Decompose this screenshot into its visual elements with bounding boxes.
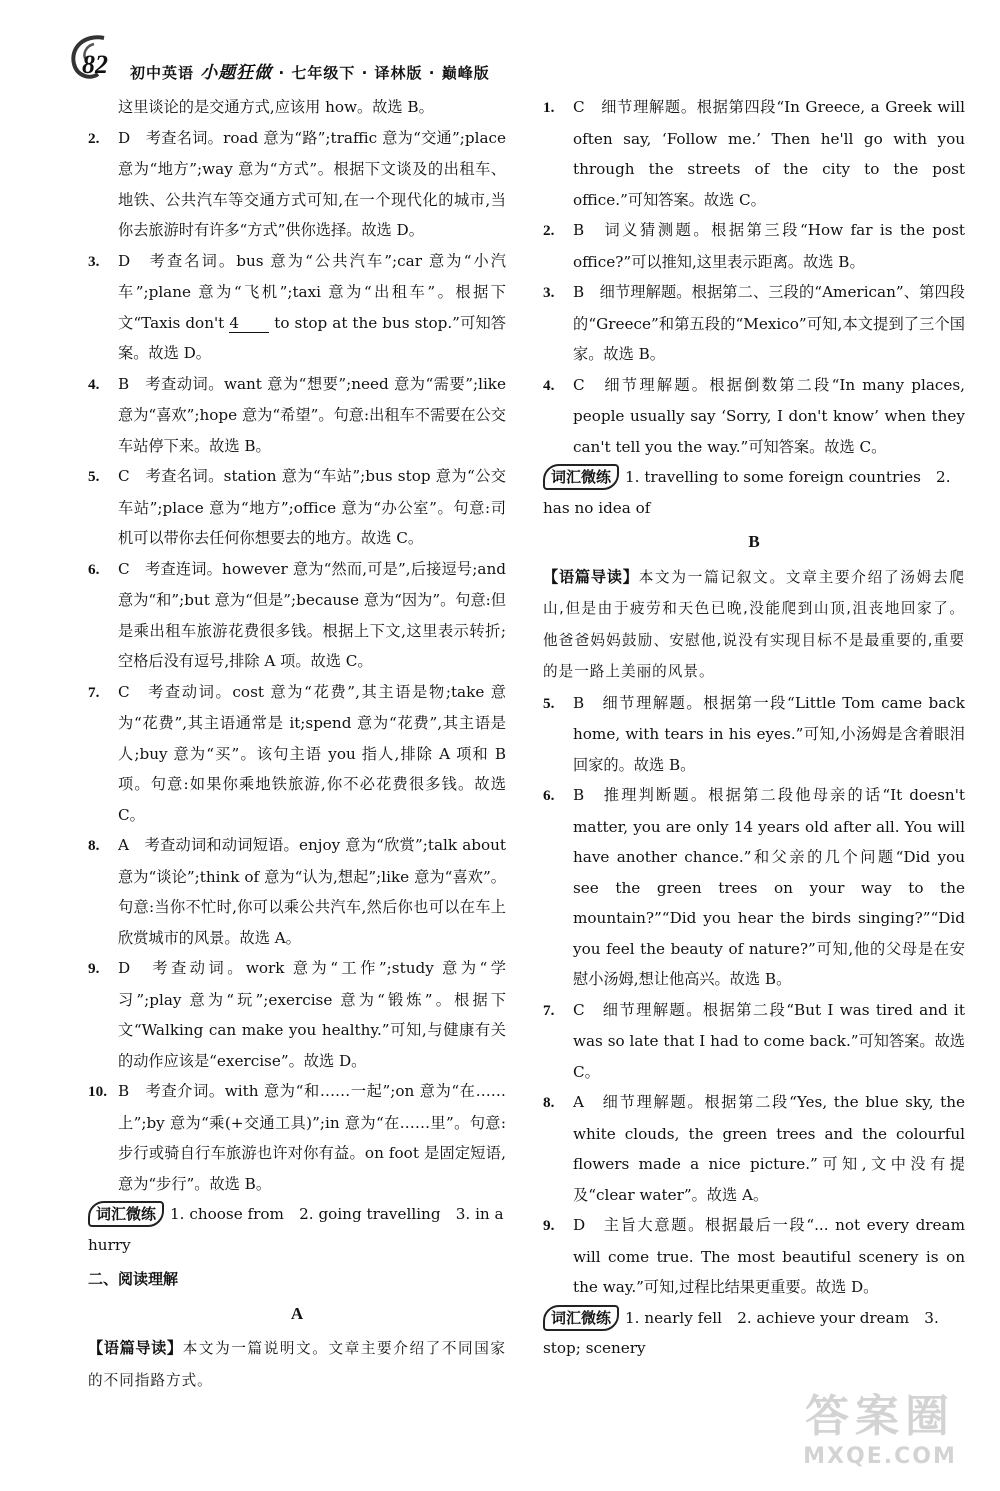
page-number: 82	[82, 50, 108, 79]
answer-item: 5. B 细节理解题。根据第一段“Little Tom came back home, with tears in his eyes.”可知,小汤姆是含着眼泪回家的。故选 B。	[543, 693, 965, 774]
watermark-bottom: MXQE.COM	[803, 1444, 957, 1469]
answer-item: 5. C 考查名词。station 意为“车站”;bus stop 意为“公交车站”;place 意为“地方”;office 意为“办公室”。句意:司机可以带你去任何你想要去的地方。故选 C。	[88, 467, 506, 547]
answer-item: 7. C 考查动词。cost 意为“花费”,其主语是物;take 意为“花费”,其主语通常是 it;spend 意为“花费”,其主语是人;buy 意为“买”。该句主语 you 指人,排除 A 项和 B 项。句意:如果你乘地铁旅游,你不必花费很多钱。故选 C。	[88, 682, 506, 824]
vocab-badge: 词汇微练	[543, 1305, 619, 1331]
answer-item: 4. C 细节理解题。根据倒数第二段“In many places, people usually say ‘Sorry, I don't know’ when they can't tell you the way.”可知答案。故选 C。	[543, 375, 965, 456]
passage-title: B	[748, 532, 760, 551]
answer-item: 3. B 细节理解题。根据第二、三段的“American”、第四段的“Greece”和第五段的“Mexico”可知,本文提到了三个国家。故选 B。	[543, 283, 965, 363]
answer-item: 7. C 细节理解题。根据第二段“But I was tired and it was so late that I had to come back.”可知答案。故选 C。	[543, 1000, 965, 1081]
vocab-badge: 词汇微练	[88, 1201, 164, 1227]
header-meta: · 七年级下 · 译林版 · 巅峰版	[278, 64, 490, 82]
watermark	[780, 1390, 980, 1485]
answer-item: 9. D 主旨大意题。根据最后一段“... not every dream will come true. The most beautiful scenery is on the way.”可知,过程比结果更重要。故选 D。	[543, 1216, 965, 1296]
answer-item: 6. B 推理判断题。根据第二段他母亲的话“It doesn't matter, you are only 14 years old after all. You will have another chance.”和父亲的几个问题“Did you see the green trees on your way to the mountain?”“Did you hear the birds singing?”“Did you feel the beauty of nature?”可知,他的父母是在安慰小汤姆,想让他高兴。故选 B。	[543, 786, 965, 988]
left-column	[88, 92, 506, 1396]
vocab-practice: 词汇微练 1. travelling to some foreign countries 2. has no idea of	[543, 462, 965, 523]
passage-lead: 【语篇导读】本文为一篇记叙文。文章主要介绍了汤姆去爬山,但是由于疲劳和天色已晚,没能爬到山顶,沮丧地回家了。他爸爸妈妈鼓励、安慰他,说没有实现目标不是最重要的,重要的是一路上美丽的风景。	[543, 567, 965, 680]
header-subject: 初中英语	[130, 64, 195, 82]
passage-lead: 【语篇导读】本文为一篇说明文。文章主要介绍了不同国家的不同指路方式。	[88, 1339, 506, 1389]
right-column	[543, 92, 965, 1364]
answer-item: 4. B 考查动词。want 意为“想要”;need 意为“需要”;like 意为“喜欢”;hope 意为“希望”。句意:出租车不需要在公交车站停下来。故选 B。	[88, 374, 506, 455]
running-header	[130, 58, 490, 83]
answer-item: 6. C 考查连词。however 意为“然而,可是”,后接逗号;and 意为“和”;but 意为“但是”;because 意为“因为”。句意:但是乘出租车旅游花费很多钱。根据上下文,这里表示转折;空格后没有逗号,排除 A 项。故选 C。	[88, 559, 506, 670]
header-brand: 小题狂做	[200, 63, 273, 83]
vocab-practice: 词汇微练 1. choose from 2. going travelling 3. in a hurry	[88, 1199, 506, 1260]
vocab-badge: 词汇微练	[543, 464, 619, 490]
passage-title: A	[290, 1303, 304, 1323]
answer-item: 3. D 考查名词。bus 意为“公共汽车”;car 意为“小汽车”;plane 意为“飞机”;taxi 意为“出租车”。根据下文“Taxis don't 4 to stop at the bus stop.”可知答案。故选 D。	[88, 251, 506, 362]
watermark-top: 答案圈	[805, 1391, 955, 1442]
answer-item: 8. A 细节理解题。根据第二段“Yes, the blue sky, the white clouds, the green trees and the colourful flowers made a nice picture.”可知,文中没有提及“clear water”。故选 A。	[543, 1093, 965, 1204]
answer-item: 2. B 词义猜测题。根据第三段“How far is the post office?”可以推知,这里表示距离。故选 B。	[543, 221, 965, 271]
vocab-practice: 词汇微练 1. nearly fell 2. achieve your dream 3. stop; scenery	[543, 1303, 965, 1364]
answer-item: 2. D 考查名词。road 意为“路”;traffic 意为“交通”;place 意为“地方”;way 意为“方式”。根据下文谈及的出租车、地铁、公共汽车等交通方式可知,在一个现代化的城市,当你去旅游时有许多“方式”供你选择。故选 D。	[88, 128, 506, 239]
continuation-text: 这里谈论的是交通方式,应该用 how。故选 B。	[118, 98, 434, 116]
answer-item: 8. A 考查动词和动词短语。enjoy 意为“欣赏”;talk about 意为“谈论”;think of 意为“认为,想起”;like 意为“喜欢”。句意:当你不忙时,你可以乘公共汽车,然后你也可以在车上欣赏城市的风景。故选 A。	[88, 836, 506, 947]
answer-blank: 4	[229, 314, 269, 333]
section-title: 二、阅读理解	[88, 1270, 179, 1288]
answer-item: 9. D 考查动词。work 意为“工作”;study 意为“学习”;play 意为“玩”;exercise 意为“锻炼”。根据下文“Walking can make you healthy.”可知,与健康有关的动作应该是“exercise”。故选 D。	[88, 959, 506, 1070]
answer-item: 10. B 考查介词。with 意为“和……一起”;on 意为“在……上”;by 意为“乘(+交通工具)”;in 意为“在……里”。句意:步行或骑自行车旅游也许对你有益。on foot 是固定短语,意为“步行”。故选 B。	[88, 1082, 506, 1193]
answer-item: 1. C 细节理解题。根据第四段“In Greece, a Greek will often say, ‘Follow me.’ Then he'll go with you through the streets of the city to the post office.”可知答案。故选 C。	[543, 98, 965, 209]
